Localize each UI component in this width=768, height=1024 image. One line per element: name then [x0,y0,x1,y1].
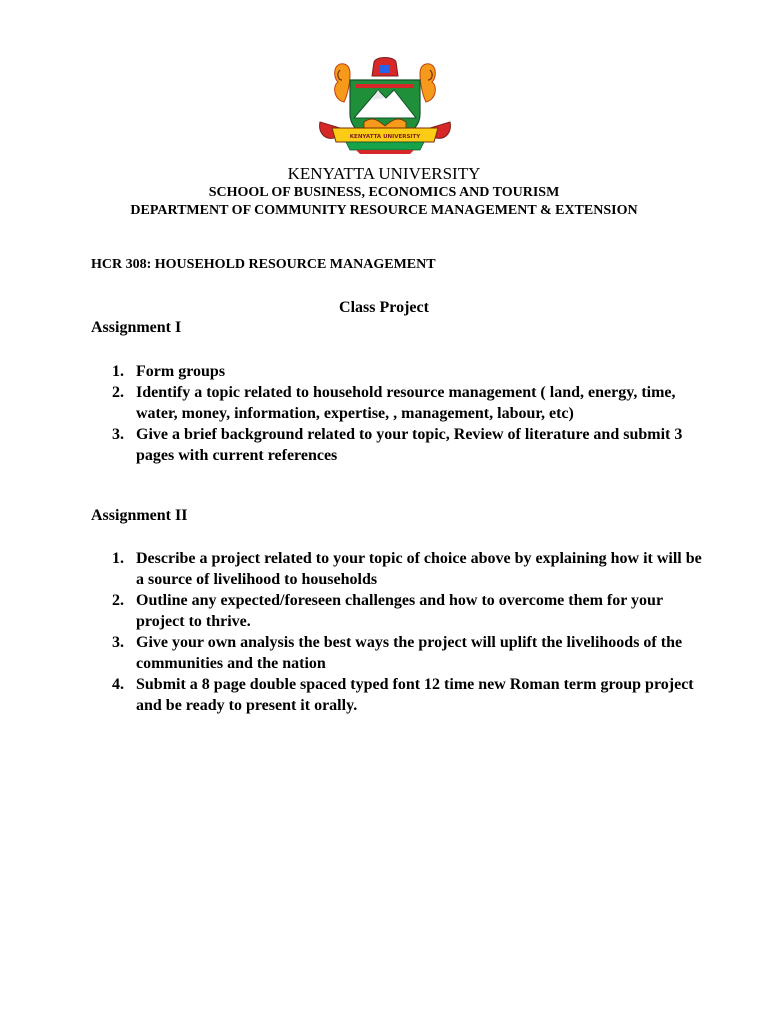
item-number: 2. [112,384,124,401]
item-text: Describe a project related to your topic of choice above by explaining how it will be a source of livelihood to households [136,550,702,588]
list-item [112,548,712,590]
list-item [112,424,712,466]
assignment-1-list [112,361,712,466]
school-name: SCHOOL OF BUSINESS, ECONOMICS AND TOURISM [208,185,560,200]
item-number: 1. [112,363,124,380]
course-title: HCR 308: HOUSEHOLD RESOURCE MANAGEMENT [91,257,436,272]
item-text: Give a brief background related to your topic, Review of literature and submit 3 pages with current references [136,426,683,464]
list-item [112,632,712,674]
logo-lettering: KENYATTA UNIVERSITY [349,134,421,140]
item-number: 4. [112,676,124,693]
item-number: 1. [112,550,124,567]
university-crest-logo [316,56,454,156]
department-name: DEPARTMENT OF COMMUNITY RESOURCE MANAGEMENT & EXTENSION [130,203,638,218]
list-item [112,674,712,716]
item-number: 3. [112,634,124,651]
project-title: Class Project [339,299,429,316]
item-text: Form groups [136,363,226,380]
list-item [112,361,712,382]
list-item [112,382,712,424]
list-item [112,590,712,632]
assignment-2-heading: Assignment II [91,507,188,524]
item-number: 3. [112,426,124,443]
item-text: Outline any expected/foreseen challenges and how to overcome them for your project to thrive. [136,592,663,630]
item-text: Submit a 8 page double spaced typed font 12 time new Roman term group project and be ready to present it orally. [136,676,694,714]
assignment-2-list [112,548,712,716]
item-number: 2. [112,592,124,609]
assignment-1-heading: Assignment I [91,319,182,336]
university-name: KENYATTA UNIVERSITY [287,164,481,183]
item-text: Give your own analysis the best ways the project will uplift the livelihoods of the communities and the nation [136,634,683,672]
item-text: Identify a topic related to household resource management ( land, energy, time, water, money, information, expertise, , management, labour, etc) [136,384,676,422]
